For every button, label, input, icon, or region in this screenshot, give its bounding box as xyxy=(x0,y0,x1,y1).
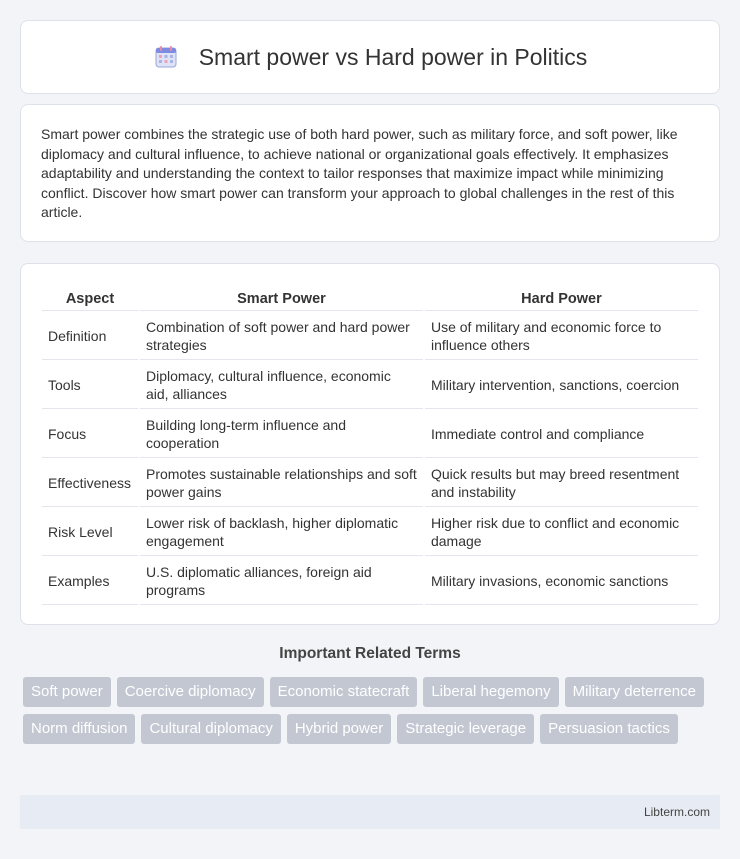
cell-aspect: Definition xyxy=(42,313,138,360)
cell-hard: Use of military and economic force to influence others xyxy=(425,313,698,360)
cell-aspect: Focus xyxy=(42,411,138,458)
cell-hard: Quick results but may breed resentment and instability xyxy=(425,460,698,507)
intro-card xyxy=(20,104,720,242)
footer-brand[interactable]: Libterm.com xyxy=(643,805,710,819)
tag-liberal-hegemony[interactable]: Liberal hegemony xyxy=(423,677,558,707)
page-title: Smart power vs Hard power in Politics xyxy=(198,43,588,70)
cell-hard: Immediate control and compliance xyxy=(425,411,698,458)
cell-smart: Building long-term influence and cooperation xyxy=(140,411,423,458)
cell-smart: Combination of soft power and hard power strategies xyxy=(140,313,423,360)
comparison-card xyxy=(20,263,720,625)
tag-hybrid-power[interactable]: Hybrid power xyxy=(287,714,391,744)
table-row xyxy=(42,509,698,556)
tag-strategic-leverage[interactable]: Strategic leverage xyxy=(397,714,534,744)
tag-military-deterrence[interactable]: Military deterrence xyxy=(565,677,704,707)
related-terms-list xyxy=(23,677,723,744)
title-card xyxy=(20,20,720,94)
table-row xyxy=(42,411,698,458)
cell-aspect: Tools xyxy=(42,362,138,409)
cell-hard: Higher risk due to conflict and economic damage xyxy=(425,509,698,556)
intro-paragraph: Smart power combines the strategic use of both hard power, such as military force, and soft power, like diplomacy and cultural influence, to achieve national or organizational goals effectively. It emphasizes adaptability and understanding the context to tailor responses that maximize impact while minimizing conflict. Discover how smart power can transform your approach to global challenges in the rest of this article. xyxy=(41,126,678,220)
table-row xyxy=(42,313,698,360)
table-row xyxy=(42,460,698,507)
header-aspect: Aspect xyxy=(42,286,138,311)
header-smart-power: Smart Power xyxy=(140,286,423,311)
cell-hard: Military intervention, sanctions, coercion xyxy=(425,362,698,409)
tag-soft-power[interactable]: Soft power xyxy=(23,677,111,707)
cell-smart: U.S. diplomatic alliances, foreign aid programs xyxy=(140,558,423,605)
tag-persuasion-tactics[interactable]: Persuasion tactics xyxy=(540,714,678,744)
tag-cultural-diplomacy[interactable]: Cultural diplomacy xyxy=(141,714,280,744)
cell-aspect: Examples xyxy=(42,558,138,605)
tag-economic-statecraft[interactable]: Economic statecraft xyxy=(270,677,418,707)
cell-smart: Lower risk of backlash, higher diplomatic engagement xyxy=(140,509,423,556)
cell-smart: Promotes sustainable relationships and soft power gains xyxy=(140,460,423,507)
table-row xyxy=(42,362,698,409)
cell-smart: Diplomacy, cultural influence, economic aid, alliances xyxy=(140,362,423,409)
tag-coercive-diplomacy[interactable]: Coercive diplomacy xyxy=(117,677,264,707)
tag-norm-diffusion[interactable]: Norm diffusion xyxy=(23,714,135,744)
calendar-icon xyxy=(153,44,179,70)
related-terms-heading: Important Related Terms xyxy=(279,645,461,662)
header-hard-power: Hard Power xyxy=(425,286,698,311)
table-header-row xyxy=(42,286,698,311)
table-row xyxy=(42,558,698,605)
cell-aspect: Risk Level xyxy=(42,509,138,556)
cell-aspect: Effectiveness xyxy=(42,460,138,507)
footer xyxy=(20,795,720,829)
cell-hard: Military invasions, economic sanctions xyxy=(425,558,698,605)
comparison-table xyxy=(40,284,700,607)
